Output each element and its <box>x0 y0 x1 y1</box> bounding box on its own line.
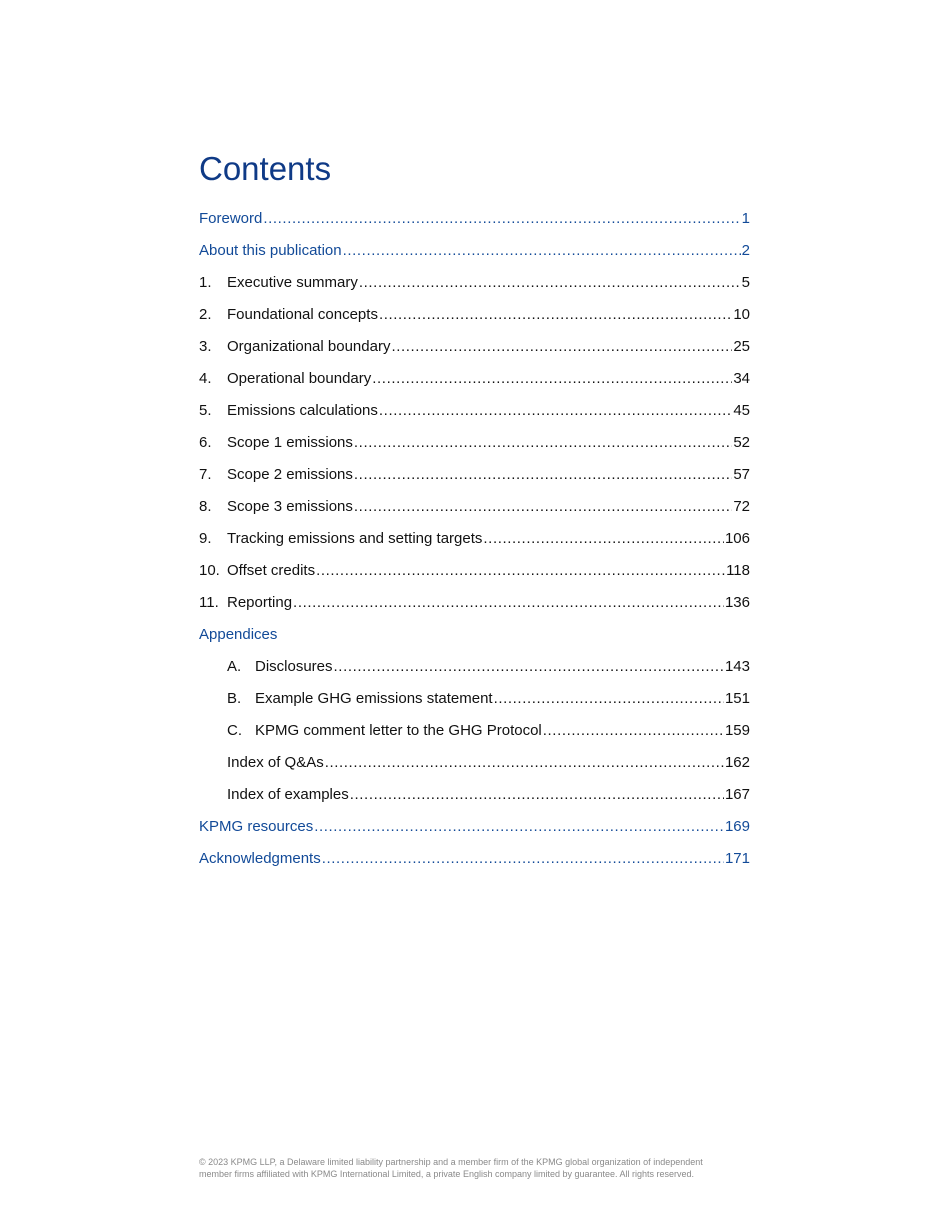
dot-leader <box>334 658 724 675</box>
toc-entry-number: 8. <box>199 497 212 515</box>
toc-entry[interactable] <box>199 394 750 426</box>
toc-entry-page-number: 169 <box>724 817 750 835</box>
dot-leader <box>263 210 740 227</box>
dot-leader <box>483 530 724 547</box>
toc-entry-page-number: 143 <box>724 657 750 675</box>
toc-entry-page-number: 25 <box>733 337 750 355</box>
dot-leader <box>316 562 725 579</box>
toc-entry[interactable] <box>199 842 750 874</box>
toc-entry-title: Tracking emissions and setting targets <box>227 529 483 547</box>
toc-entry[interactable] <box>199 618 750 650</box>
toc-entry-page-number: 10 <box>733 305 750 323</box>
toc-entry-page-number: 1 <box>741 209 750 227</box>
toc-entry-page-number: 45 <box>733 401 750 419</box>
toc-entry-title: Index of examples <box>227 785 349 803</box>
copyright-footer <box>199 1157 759 1180</box>
toc-entry-page-number: 72 <box>733 497 750 515</box>
toc-entry[interactable] <box>199 298 750 330</box>
toc-entry-title: Appendices <box>199 625 278 643</box>
toc-entry-title: Executive summary <box>227 273 358 291</box>
toc-entry-page-number: 57 <box>733 465 750 483</box>
toc-entry-number: 5. <box>199 401 212 419</box>
toc-entry-number: 6. <box>199 433 212 451</box>
toc-entry-page-number: 162 <box>724 753 750 771</box>
toc-entry-page-number: 151 <box>724 689 750 707</box>
toc-entry-page-number: 118 <box>726 561 750 579</box>
toc-entry-title: Reporting <box>227 593 293 611</box>
dot-leader <box>343 242 741 259</box>
toc-entry-title: Scope 3 emissions <box>227 497 353 515</box>
dot-leader <box>359 274 741 291</box>
toc-entry-number: 11. <box>199 593 219 611</box>
toc-entry[interactable] <box>199 714 750 746</box>
toc-entry[interactable] <box>199 458 750 490</box>
table-of-contents <box>199 202 750 874</box>
toc-entry-title: KPMG comment letter to the GHG Protocol <box>255 721 542 739</box>
dot-leader <box>322 850 724 867</box>
dot-leader <box>543 722 724 739</box>
toc-entry-number: 1. <box>199 273 212 291</box>
toc-entry-page-number: 159 <box>724 721 750 739</box>
toc-entry-title: Scope 2 emissions <box>227 465 353 483</box>
toc-entry[interactable] <box>199 522 750 554</box>
toc-entry-number: 10. <box>199 561 220 579</box>
toc-entry-page-number: 52 <box>733 433 750 451</box>
dot-leader <box>391 338 732 355</box>
dot-leader <box>494 690 724 707</box>
toc-entry-page-number: 136 <box>724 593 750 611</box>
toc-entry-page-number: 5 <box>741 273 750 291</box>
toc-entry[interactable] <box>199 650 750 682</box>
toc-entry[interactable] <box>199 266 750 298</box>
dot-leader <box>379 306 732 323</box>
dot-leader <box>293 594 724 611</box>
toc-entry-title: Example GHG emissions statement <box>255 689 493 707</box>
toc-entry-title: About this publication <box>199 241 342 259</box>
toc-entry[interactable] <box>199 682 750 714</box>
dot-leader <box>350 786 724 803</box>
footer-line-2: member firms affiliated with KPMG International Limited, a private English company limited by guarantee. All rights reserved. <box>199 1168 695 1179</box>
toc-entry-title: Organizational boundary <box>227 337 391 355</box>
toc-entry[interactable] <box>199 426 750 458</box>
toc-entry-title: Offset credits <box>227 561 316 579</box>
toc-entry-number: B. <box>227 689 242 707</box>
toc-entry-page-number: 34 <box>733 369 750 387</box>
dot-leader <box>372 370 732 387</box>
toc-entry-page-number: 2 <box>741 241 750 259</box>
toc-entry[interactable] <box>199 362 750 394</box>
toc-entry-number: 2. <box>199 305 212 323</box>
dot-leader <box>314 818 724 835</box>
toc-entry[interactable] <box>199 202 750 234</box>
toc-entry[interactable] <box>199 330 750 362</box>
toc-entry-title: KPMG resources <box>199 817 314 835</box>
toc-entry-number: 3. <box>199 337 212 355</box>
toc-entry-number: A. <box>227 657 242 675</box>
toc-entry-page-number: 106 <box>724 529 750 547</box>
dot-leader <box>325 754 724 771</box>
toc-entry[interactable] <box>199 490 750 522</box>
toc-entry-title: Operational boundary <box>227 369 372 387</box>
toc-entry-number: 4. <box>199 369 212 387</box>
toc-entry-title: Foreword <box>199 209 263 227</box>
toc-entry-title: Acknowledgments <box>199 849 321 867</box>
dot-leader <box>354 434 732 451</box>
footer-line-1: © 2023 KPMG LLP, a Delaware limited liability partnership and a member firm of the KPMG global organization of independent <box>199 1157 703 1167</box>
toc-entry[interactable] <box>199 234 750 266</box>
toc-entry-number: 7. <box>199 465 212 483</box>
toc-entry[interactable] <box>199 554 750 586</box>
dot-leader <box>379 402 732 419</box>
toc-entry[interactable] <box>199 746 750 778</box>
toc-entry-number: 9. <box>199 529 212 547</box>
toc-entry-title: Disclosures <box>255 657 333 675</box>
toc-entry-page-number: 171 <box>724 849 750 867</box>
toc-entry[interactable] <box>199 810 750 842</box>
toc-entry-page-number: 167 <box>724 785 750 803</box>
toc-entry-title: Foundational concepts <box>227 305 378 323</box>
toc-entry-title: Emissions calculations <box>227 401 378 419</box>
dot-leader <box>354 498 732 515</box>
toc-entry-number: C. <box>227 721 242 739</box>
toc-entry-title: Scope 1 emissions <box>227 433 353 451</box>
toc-entry[interactable] <box>199 586 750 618</box>
page-title: Contents <box>199 150 332 187</box>
toc-entry[interactable] <box>199 778 750 810</box>
dot-leader <box>354 466 732 483</box>
toc-entry-title: Index of Q&As <box>227 753 324 771</box>
